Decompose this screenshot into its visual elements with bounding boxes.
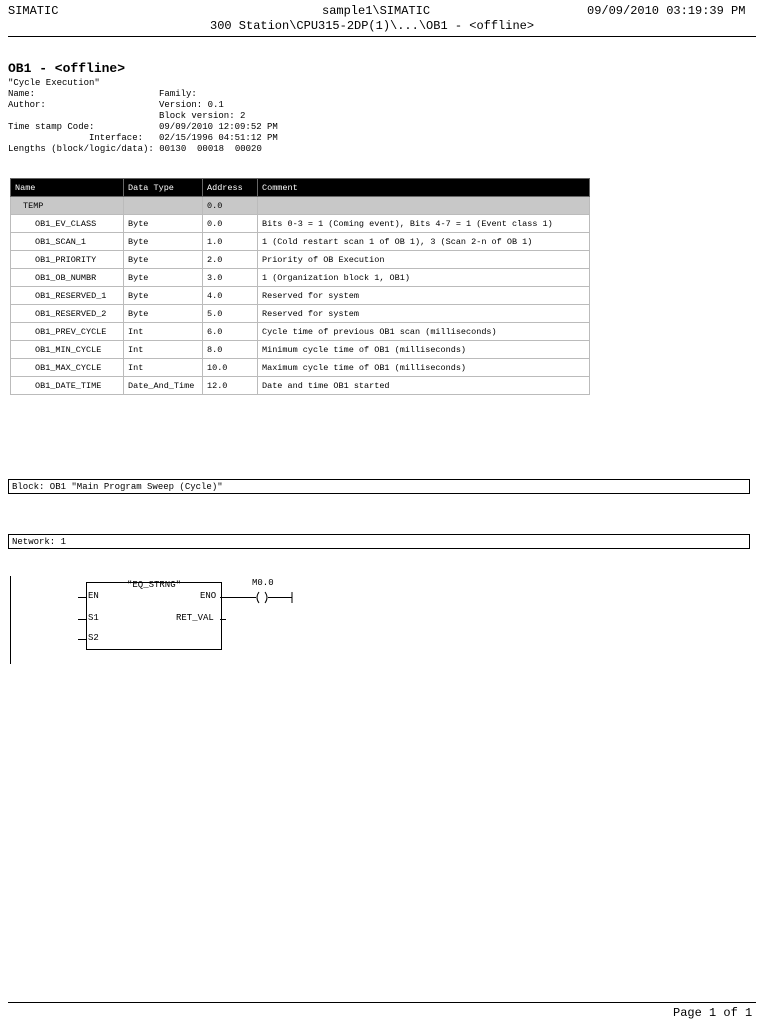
page-title: OB1 - <offline> <box>8 61 126 76</box>
block-comment: "Cycle Execution" <box>8 78 100 88</box>
table-section-temp <box>11 197 590 215</box>
header-left: SIMATIC <box>8 4 59 18</box>
cell-address: 4.0 <box>203 287 258 305</box>
name-label: Name: <box>8 89 36 99</box>
cell-type: Int <box>124 359 203 377</box>
cell-name: OB1_EV_CLASS <box>11 215 124 233</box>
cell-address: 10.0 <box>203 359 258 377</box>
power-rail <box>10 576 11 664</box>
timestamp-label: Time stamp Code: <box>8 122 95 132</box>
cell-address: 1.0 <box>203 233 258 251</box>
col-header-type: Data Type <box>124 179 203 197</box>
coil-address-label: M0.0 <box>252 578 274 588</box>
ret-val-pin-line <box>220 619 226 620</box>
table-row <box>11 233 590 251</box>
section-name: TEMP <box>11 197 124 215</box>
cell-type: Byte <box>124 233 203 251</box>
interface-label: Interface: <box>89 133 144 143</box>
cell-comment: Reserved for system <box>258 305 590 323</box>
cell-address: 5.0 <box>203 305 258 323</box>
cell-comment: Maximum cycle time of OB1 (milliseconds) <box>258 359 590 377</box>
table-row <box>11 359 590 377</box>
cell-name: OB1_MIN_CYCLE <box>11 341 124 359</box>
section-address: 0.0 <box>203 197 258 215</box>
s1-pin-line <box>78 619 86 620</box>
table-row <box>11 269 590 287</box>
page-number: Page 1 of 1 <box>673 1006 753 1020</box>
cell-address: 12.0 <box>203 377 258 395</box>
col-header-name: Name <box>11 179 124 197</box>
cell-name: OB1_RESERVED_2 <box>11 305 124 323</box>
header-timestamp: 09/09/2010 03:19:39 PM <box>587 4 746 18</box>
col-header-comment: Comment <box>258 179 590 197</box>
s2-pin-line <box>78 639 86 640</box>
cell-name: OB1_SCAN_1 <box>11 233 124 251</box>
cell-comment: 1 (Cold restart scan 1 of OB 1), 3 (Scan 2-n of OB 1) <box>258 233 590 251</box>
cell-name: OB1_MAX_CYCLE <box>11 359 124 377</box>
header-divider <box>8 36 756 37</box>
section-comment <box>258 197 590 215</box>
cell-address: 8.0 <box>203 341 258 359</box>
cell-address: 2.0 <box>203 251 258 269</box>
cell-type: Byte <box>124 251 203 269</box>
cell-name: OB1_DATE_TIME <box>11 377 124 395</box>
cell-comment: Bits 0-3 = 1 (Coming event), Bits 4-7 = 1 (Event class 1) <box>258 215 590 233</box>
interface-value: 02/15/1996 04:51:12 PM <box>159 133 278 143</box>
network-title-bar: Network: 1 <box>8 534 750 549</box>
cell-comment: Reserved for system <box>258 287 590 305</box>
cell-comment: Priority of OB Execution <box>258 251 590 269</box>
function-name-label: "EQ_STRNG" <box>127 580 182 590</box>
pin-s1-label: S1 <box>88 613 99 623</box>
table-row <box>11 377 590 395</box>
cell-type: Byte <box>124 215 203 233</box>
table-row <box>11 305 590 323</box>
col-header-address: Address <box>203 179 258 197</box>
coil-icon <box>220 590 296 606</box>
block-title-bar: Block: OB1 "Main Program Sweep (Cycle)" <box>8 479 750 494</box>
footer-divider <box>8 1002 756 1003</box>
en-pin-line <box>78 597 86 598</box>
cell-name: OB1_OB_NUMBR <box>11 269 124 287</box>
block-version: Block version: 2 <box>159 111 246 121</box>
section-type <box>124 197 203 215</box>
cell-type: Date_And_Time <box>124 377 203 395</box>
cell-type: Byte <box>124 287 203 305</box>
table-row <box>11 287 590 305</box>
cell-type: Byte <box>124 305 203 323</box>
declaration-table <box>10 178 590 395</box>
cell-comment: Minimum cycle time of OB1 (milliseconds) <box>258 341 590 359</box>
header-project-path: sample1\SIMATIC <box>322 4 431 18</box>
cell-type: Int <box>124 341 203 359</box>
table-row <box>11 341 590 359</box>
cell-name: OB1_PRIORITY <box>11 251 124 269</box>
pin-s2-label: S2 <box>88 633 99 643</box>
version-label: Version: 0.1 <box>159 100 224 110</box>
table-row <box>11 323 590 341</box>
table-row <box>11 215 590 233</box>
cell-comment: Cycle time of previous OB1 scan (milliseconds) <box>258 323 590 341</box>
cell-address: 6.0 <box>203 323 258 341</box>
lengths-line: Lengths (block/logic/data): 00130 00018 00020 <box>8 144 262 154</box>
pin-en-label: EN <box>88 591 99 601</box>
cell-comment: 1 (Organization block 1, OB1) <box>258 269 590 287</box>
cell-type: Int <box>124 323 203 341</box>
author-label: Author: <box>8 100 46 110</box>
header-station-path: 300 Station\CPU315-2DP(1)\...\OB1 - <offline> <box>210 19 535 33</box>
cell-address: 0.0 <box>203 215 258 233</box>
pin-eno-label: ENO <box>200 591 217 601</box>
cell-comment: Date and time OB1 started <box>258 377 590 395</box>
cell-name: OB1_PREV_CYCLE <box>11 323 124 341</box>
cell-type: Byte <box>124 269 203 287</box>
family-label: Family: <box>159 89 197 99</box>
table-row <box>11 251 590 269</box>
table-header-row <box>11 179 590 197</box>
timestamp-code: 09/09/2010 12:09:52 PM <box>159 122 278 132</box>
cell-name: OB1_RESERVED_1 <box>11 287 124 305</box>
cell-address: 3.0 <box>203 269 258 287</box>
pin-ret-val-label: RET_VAL <box>176 613 214 623</box>
